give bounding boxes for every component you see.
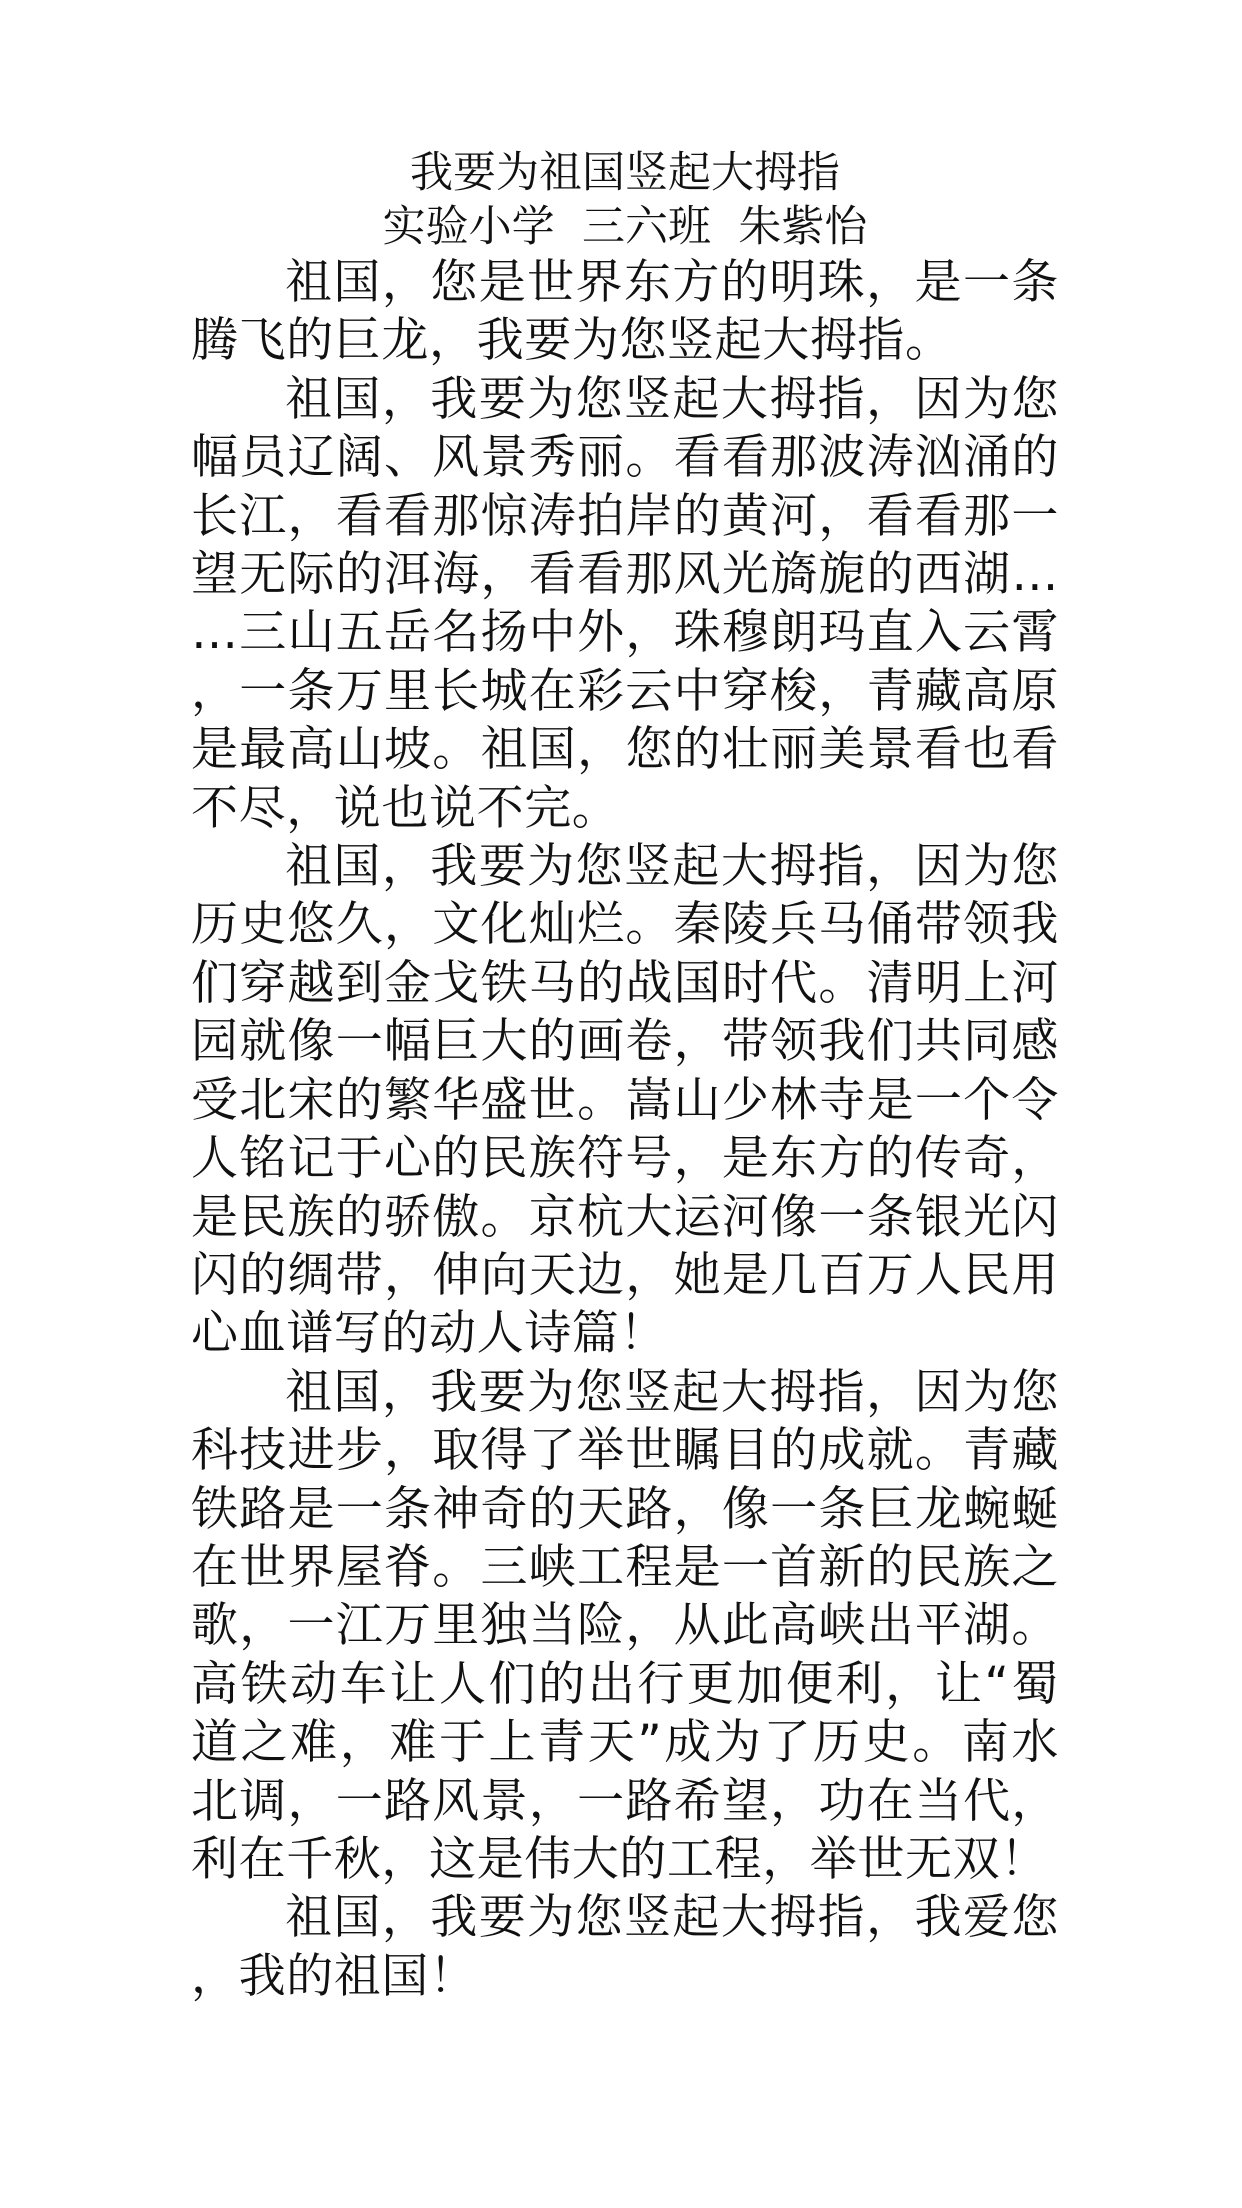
paragraph-4: 祖国，我要为您竖起大拇指，因为您科技进步，取得了举世瞩目的成就。青藏铁路是一条神奇的天路，像一条巨龙蜿蜒在世界屋脊。三峡工程是一首新的民族之歌，一江万里独当险，从此高峡出平湖。高铁动车让人们的出行更加便利，让“蜀道之难，难于上青天”成为了历史。南水北调，一路风景，一路希望，功在当代，利在千秋，这是伟大的工程，举世无双！ xyxy=(191,1364,1059,1887)
essay xyxy=(191,146,1059,2006)
paragraph-3: 祖国，我要为您竖起大拇指，因为您历史悠久，文化灿烂。秦陵兵马俑带领我们穿越到金戈铁马的战国时代。清明上河园就像一幅巨大的画卷，带领我们共同感受北宋的繁华盛世。嵩山少林寺是一个令人铭记于心的民族符号，是东方的传奇，是民族的骄傲。京杭大运河像一条银光闪闪的绸带，伸向天边，她是几百万人民用心血谱写的动人诗篇！ xyxy=(191,839,1059,1362)
paragraph-5: 祖国，我要为您竖起大拇指，我爱您，我的祖国！ xyxy=(191,1890,1059,2004)
author-byline: 实验小学 三六班 朱紫怡 xyxy=(382,202,868,252)
essay-title: 我要为祖国竖起大拇指 xyxy=(410,148,840,198)
paragraph-1: 祖国，您是世界东方的明珠，是一条腾飞的巨龙，我要为您竖起大拇指。 xyxy=(191,255,1059,369)
paragraph-2: 祖国，我要为您竖起大拇指，因为您幅员辽阔、风景秀丽。看看那波涛汹涌的长江，看看那惊涛拍岸的黄河，看看那一望无际的洱海，看看那风光旖旎的西湖……三山五岳名扬中外，珠穆朗玛直入云霄，一条万里长城在彩云中穿梭，青藏高原是最高山坡。祖国，您的壮丽美景看也看不尽，说也说不完。 xyxy=(191,371,1059,836)
